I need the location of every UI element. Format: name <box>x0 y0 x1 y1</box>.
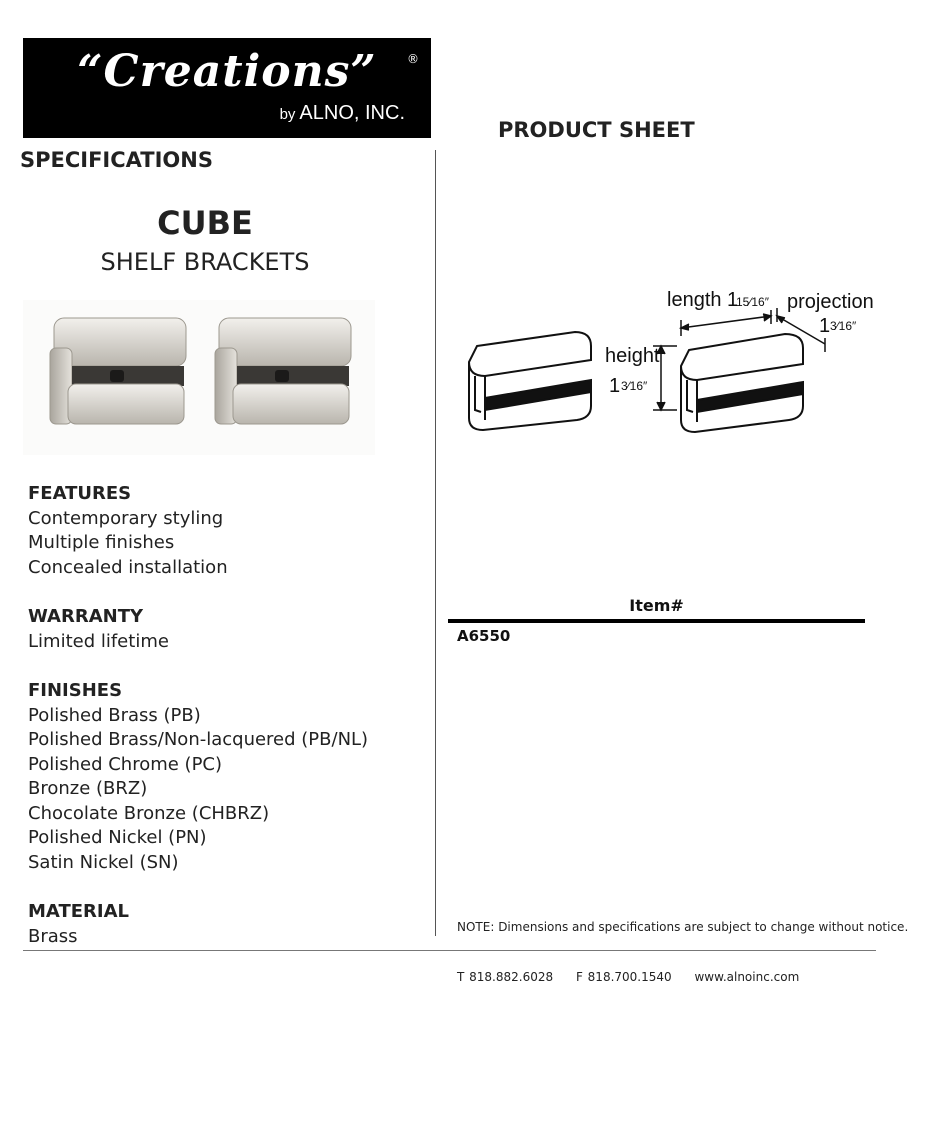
column-divider <box>435 150 436 936</box>
height-fraction: 3⁄16″ <box>621 379 648 393</box>
product-name: CUBE <box>157 204 253 242</box>
projection-label: projection <box>787 291 874 313</box>
product-sheet-heading: PRODUCT SHEET <box>498 118 695 142</box>
brand-logo <box>23 38 431 138</box>
material-title: MATERIAL <box>28 901 129 922</box>
logo-registered-mark: ® <box>407 52 419 66</box>
logo-by-text: by <box>279 106 296 123</box>
logo-brand-text: “Creations” <box>77 46 377 97</box>
product-subtitle: SHELF BRACKETS <box>100 248 310 276</box>
logo-company-name: ALNO, INC. <box>299 102 405 124</box>
item-header-rule <box>448 619 865 623</box>
height-value: 1 <box>609 375 621 397</box>
fax-number: F 818.700.1540 <box>575 970 672 984</box>
warranty-section <box>28 605 169 654</box>
material-section <box>28 900 129 949</box>
finish-item: Bronze (BRZ) <box>28 778 148 799</box>
website-link[interactable]: www.alnoinc.com <box>694 970 800 984</box>
phone-number: T 818.882.6028 <box>457 970 554 984</box>
logo-company <box>280 102 405 125</box>
material-item: Brass <box>28 925 78 947</box>
dimension-diagram <box>455 280 885 440</box>
warranty-title: WARRANTY <box>28 606 144 627</box>
finish-item: Polished Nickel (PN) <box>28 827 207 848</box>
feature-item: Contemporary styling <box>28 507 224 529</box>
finish-item: Polished Brass/Non-lacquered (PB/NL) <box>28 729 369 750</box>
diagram-bracket-left <box>469 332 591 430</box>
bracket-left <box>50 318 186 424</box>
feature-item: Concealed installation <box>28 556 228 578</box>
feature-item: Multiple finishes <box>28 532 175 553</box>
finishes-section <box>28 679 368 875</box>
height-label: height <box>605 345 660 367</box>
features-section <box>28 482 228 580</box>
footer-rule <box>23 950 876 951</box>
item-column-header: Item# <box>629 596 684 615</box>
length-fraction: 15⁄16″ <box>736 295 769 309</box>
finish-item: Satin Nickel (SN) <box>28 851 179 873</box>
bracket-right <box>215 318 351 424</box>
disclaimer-note: NOTE: Dimensions and specifications are subject to change without notice. <box>457 920 909 934</box>
finishes-title: FINISHES <box>28 680 123 701</box>
finish-item: Polished Chrome (PC) <box>28 753 223 775</box>
finish-item: Polished Brass (PB) <box>28 704 201 726</box>
specifications-heading: SPECIFICATIONS <box>20 148 213 172</box>
warranty-item: Limited lifetime <box>28 630 169 652</box>
contact-info <box>457 970 817 984</box>
item-code: A6550 <box>457 627 511 645</box>
diagram-bracket-right <box>681 334 803 432</box>
finish-item: Chocolate Bronze (CHBRZ) <box>28 802 270 824</box>
length-label: length 1 <box>667 289 739 311</box>
projection-fraction: 3⁄16″ <box>830 319 857 333</box>
product-photo <box>23 300 375 455</box>
length-dimension <box>681 310 771 336</box>
features-title: FEATURES <box>28 483 132 504</box>
projection-value: 1 <box>819 315 831 337</box>
